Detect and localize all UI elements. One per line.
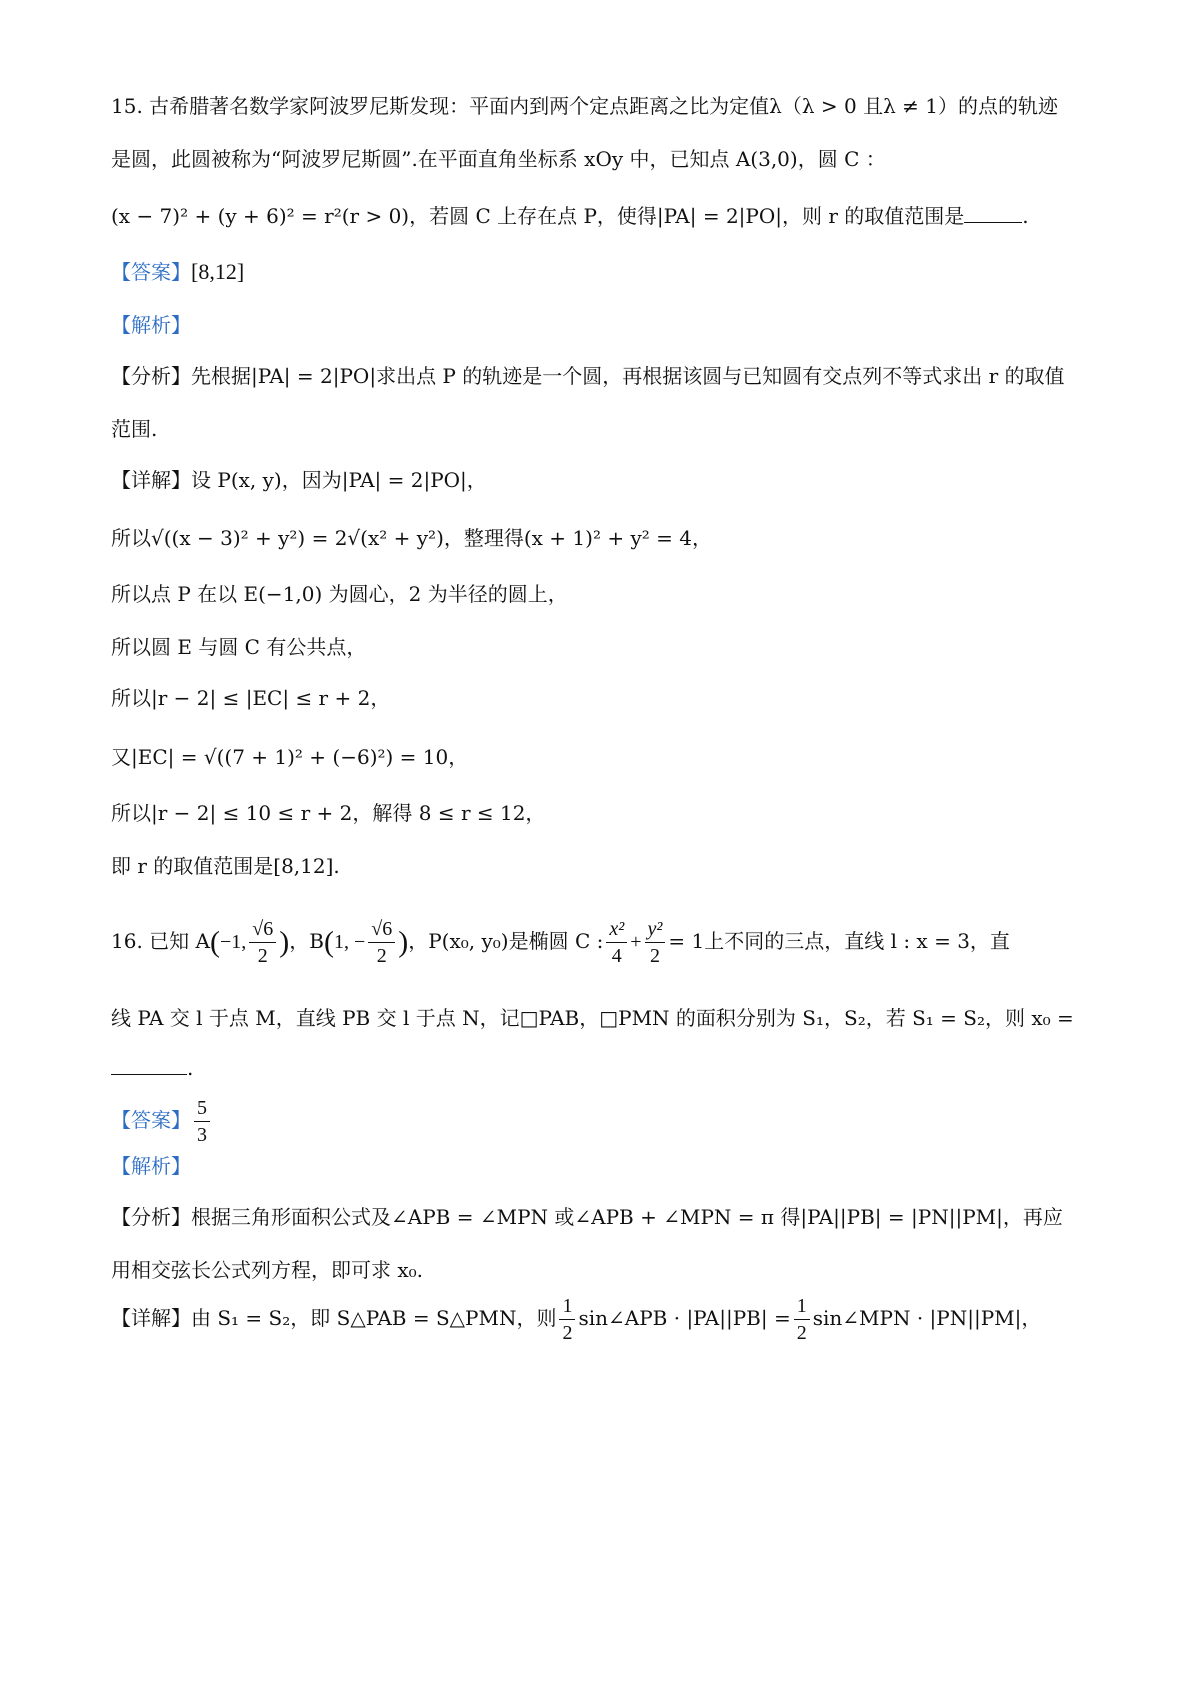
q15-detail-line1 (111, 464, 1101, 496)
q16-half-den-2: 2 (796, 1322, 807, 1344)
q16-half-den-1: 2 (562, 1322, 573, 1344)
q15-step-5: 所以|r − 2| ≤ |EC| ≤ r + 2， (111, 686, 391, 710)
q16-stem-part-c: ，P(x₀, y₀)是椭圆 C : (408, 929, 604, 953)
q16-paren-close-b: ) (398, 925, 409, 959)
q16-frac-y-den: 2 (649, 945, 660, 967)
q16-paren-open-b: ( (323, 925, 334, 959)
q16-frac-b-num: √6 (368, 916, 395, 943)
q15-detail-tag: 【详解】 (111, 468, 191, 492)
q16-half-num-2: 1 (794, 1293, 810, 1320)
q16-stem-part-d: = 1上不同的三点，直线 l : x = 3，直 (668, 929, 1010, 953)
q16-half-frac-2 (794, 1293, 810, 1346)
q16-fenxi-line1 (111, 1201, 1101, 1233)
q16-frac-y-num: y² (645, 916, 666, 943)
q15-answer-blank (964, 202, 1022, 223)
q16-frac-b (368, 916, 395, 969)
q15-answer (111, 256, 1101, 288)
q16-detail-part-b: sin∠APB · |PA||PB| = (578, 1306, 791, 1330)
q16-frac-y (645, 916, 666, 969)
q16-stem-line3-end: . (187, 1056, 194, 1080)
q16-fenxi-text: 根据三角形面积公式及∠APB = ∠MPN 或∠APB + ∠MPN = π 得|PA||PB| = |PN||PM|，再应 (191, 1205, 1063, 1229)
q16-frac-x-den: 4 (611, 945, 622, 967)
q16-stem-part-b: ，B (289, 929, 324, 953)
q16-detail-part-c: sin∠MPN · |PN||PM|， (812, 1306, 1042, 1330)
q16-detail-line1 (111, 1290, 1101, 1346)
q15-fenxi-text: 先根据|PA| = 2|PO|求出点 P 的轨迹是一个圆，再根据该圆与已知圆有交点列不等式求出 r 的取值 (191, 364, 1065, 388)
q15-stem-line3-text: (x − 7)² + (y + 6)² = r²(r > 0)，若圆 C 上存在点 P，使得|PA| = 2|PO|，则 r 的取值范围是 (111, 204, 965, 228)
q15-step-1: 设 P(x, y)，因为|PA| = 2|PO|， (191, 468, 487, 492)
q15-fenxi-tag: 【分析】 (111, 364, 191, 388)
q16-stem-part-a: 16. 已知 A (111, 929, 210, 953)
q15-step-7: 所以|r − 2| ≤ 10 ≤ r + 2，解得 8 ≤ r ≤ 12， (111, 801, 546, 825)
q16-frac-a-num: √6 (249, 916, 276, 943)
q16-paren-open-a: ( (209, 925, 220, 959)
q15-step-6: 又|EC| = √((7 + 1)² + (−6)²) = 10， (111, 745, 469, 769)
q16-frac-a (249, 916, 276, 969)
q15-stem-line3 (111, 200, 1101, 232)
q15-analysis-tag: 【解析】 (111, 313, 191, 337)
q15-fenxi-line2: 范围. (111, 417, 158, 441)
q16-answer-blank (111, 1054, 187, 1075)
q15-fenxi-line1 (111, 360, 1101, 392)
q16-half-frac-1 (559, 1293, 575, 1346)
q15-stem-line3-end: . (1022, 204, 1029, 228)
q16-frac-x-num: x² (606, 916, 627, 943)
q15-answer-tag: 【答案】 (111, 260, 191, 284)
q16-fenxi-line2: 用相交弦长公式列方程，即可求 x₀. (111, 1258, 424, 1282)
q15-stem-line2: 是圆，此圆被称为“阿波罗尼斯圆”.在平面直角坐标系 xOy 中，已知点 A(3,0)，圆 C ： (111, 147, 886, 171)
q16-frac-a-den: 2 (257, 945, 268, 967)
q16-frac-b-den: 2 (376, 945, 387, 967)
q16-answer-num: 5 (194, 1095, 210, 1122)
q16-stem-line1: 16. 已知 A(−1, $\frac{√6}{2}$ )，B(1, − $\frac{√6}{2}$ )，P(x₀, y₀)是椭圆 C : $\frac{\text{x²}}{4}$ + $\frac{\text{y²}}{2}$ = 1上不同的三点，直线 l : x = 3，直 (111, 918, 1010, 967)
q16-answer-tag: 【答案】 (111, 1108, 191, 1132)
q16-half-num-1: 1 (559, 1293, 575, 1320)
q16-stem-line3 (111, 1052, 1101, 1084)
q15-answer-value: [8,12] (191, 259, 245, 284)
q15-step-2: 所以√((x − 3)² + y²) = 2√(x² + y²)，整理得(x + 1)² + y² = 4， (111, 526, 712, 550)
q16-stem-line2: 线 PA 交 l 于点 M，直线 PB 交 l 于点 N，记□PAB，□PMN 的面积分别为 S₁，S₂，若 S₁ = S₂，则 x₀ = (111, 1006, 1074, 1030)
q16-answer-den: 3 (197, 1124, 207, 1146)
q16-fenxi-tag: 【分析】 (111, 1205, 191, 1229)
q16-point-a-x: −1, (219, 931, 247, 953)
q16-detail-tag: 【详解】 (111, 1306, 191, 1330)
q15-stem-line1: 15. 古希腊著名数学家阿波罗尼斯发现：平面内到两个定点距离之比为定值λ（λ > 0 且λ ≠ 1）的点的轨迹 (111, 94, 1058, 118)
q15-step-4: 所以圆 E 与圆 C 有公共点， (111, 635, 367, 659)
q16-frac-x (606, 916, 627, 969)
q15-step-8: 即 r 的取值范围是[8,12]. (111, 854, 340, 878)
q16-detail-part-a: 由 S₁ = S₂，即 S△PAB = S△PMN，则 (191, 1306, 557, 1330)
q15-step-3: 所以点 P 在以 E(−1,0) 为圆心，2 为半径的圆上， (111, 582, 568, 606)
q16-paren-close-a: ) (279, 925, 290, 959)
q16-answer-frac (194, 1095, 210, 1148)
q16-analysis-tag: 【解析】 (111, 1154, 191, 1178)
q16-answer (111, 1092, 1101, 1148)
q16-point-b-x: 1, − (333, 931, 366, 953)
